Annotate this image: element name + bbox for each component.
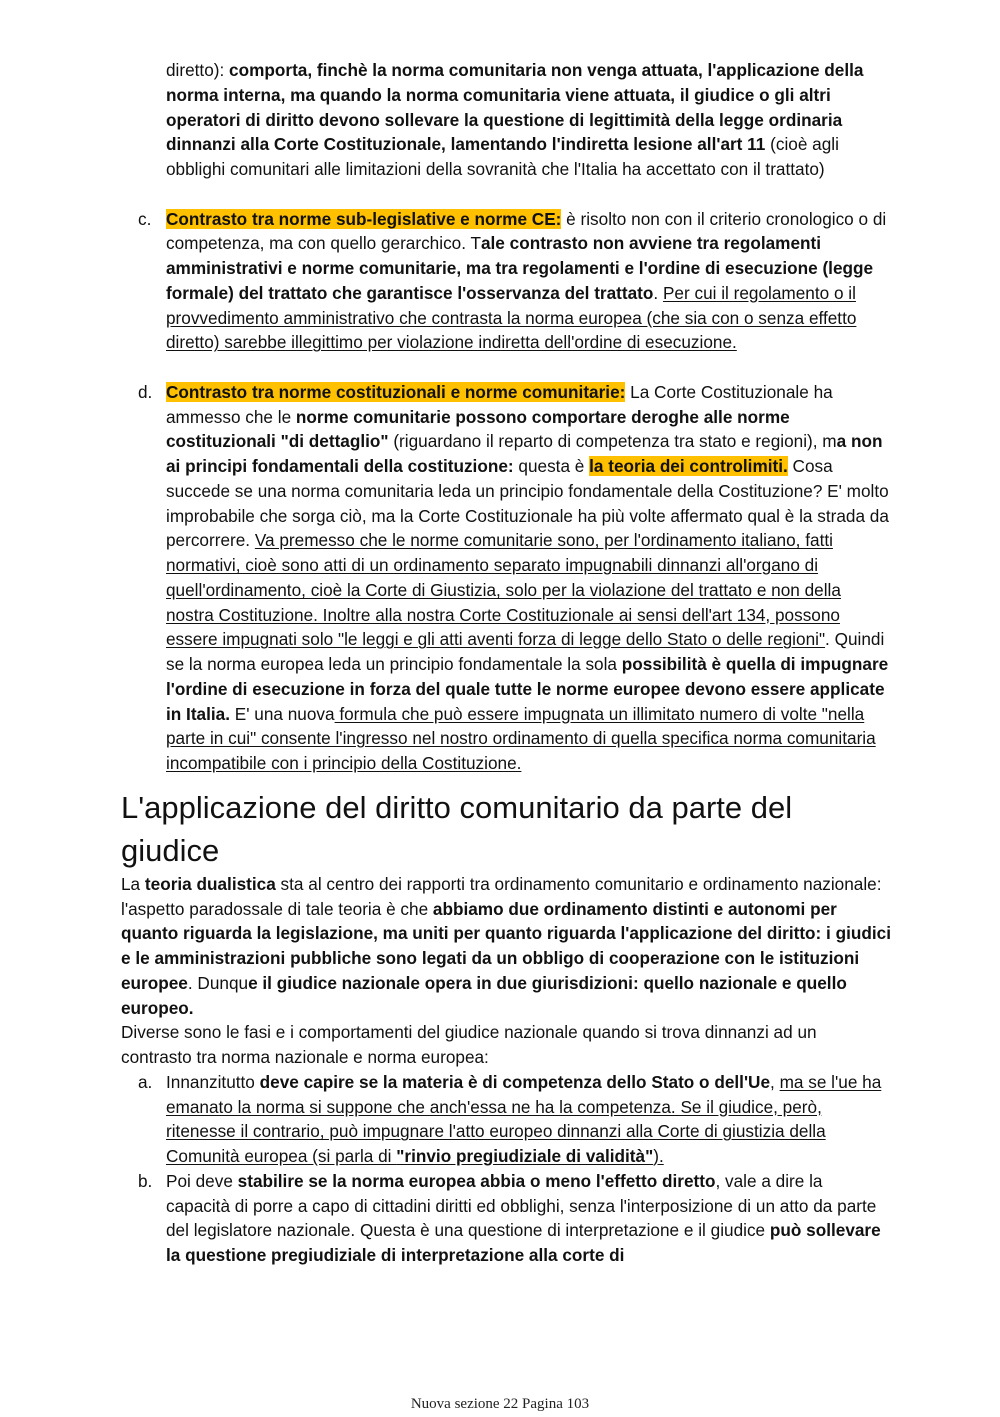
section-paragraph-2: Diverse sono le fasi e i comportamenti del giudice nazionale quando si trova dinnanzi ad un contrasto tra norma nazionale e norma europea: (121, 1022, 817, 1067)
list-item-b (138, 1169, 891, 1268)
continuation-paragraph (166, 58, 891, 182)
bold-run: comporta, finchè la norma comunitaria non venga attuata, l'applicazione della norma interna, ma quando la norma comunitaria viene attuata, il giudice o gli altri operatori di diritto devono sollevare la questione di legittimità della legge ordinaria dinnanzi alla Corte Costituzionale, lamentando l'indiretta lesione all'art 11 (166, 60, 864, 155)
bold-run: stabilire se la norma europea abbia o meno l'effetto diretto (237, 1170, 716, 1191)
bold-run: norme comunitarie possono comportare deroghe alle norme costituzionali "di dettaglio" (166, 406, 790, 452)
bold-run: teoria dualistica (144, 873, 276, 894)
text-run: (riguardano il reparto di competenza tra stato e regioni), m (388, 431, 837, 452)
underlined-run: ma se l'ue ha emanato la norma si suppone che anch'essa ne ha la competenza. Se il giudice, però, ritenesse il contrario, può impugnare l'atto europeo dinnanzi alla Corte di giustizia della Comunità europea (si parla di (166, 1071, 882, 1166)
text-run: La Corte Costituzionale ha ammesso che le (166, 381, 833, 427)
text-run: questa è (513, 456, 590, 476)
underlined-run: formula che può essere impugnata un illimitato numero di volte "nella parte in cui" consente l'ingresso nel nostro ordinamento di quella specifica norma comunitaria incompatibile con i principio della Costituzione. (166, 703, 876, 773)
text-run: La (121, 873, 145, 894)
spacer (121, 182, 891, 207)
list-item-a (138, 1070, 891, 1169)
bold-run: deve capire se la materia è di competenza dello Stato o dell'Ue (259, 1071, 771, 1092)
bold-run: ale contrasto non avviene tra regolamenti amministrativi e norme comunitarie, ma tra regolamenti e l'ordine di esecuzione (legge formale) del trattato che garantisce l'osservanza del trattato (166, 233, 874, 303)
text-run: E' una nuova (230, 703, 335, 724)
list-item-d (138, 380, 891, 776)
text-run: è risolto non con il criterio cronologico o di competenza, ma con quello gerarchico. T (166, 208, 887, 254)
text-run: Innanzitutto (166, 1071, 260, 1092)
underlined-bold-run: "rinvio pregiudiziale di validità" (396, 1146, 654, 1166)
text-run: diretto): (166, 60, 230, 80)
text-run: . Quindi se la norma europea leda un principio fondamentale la sola (166, 629, 885, 674)
list-marker: b. (138, 1170, 153, 1191)
list-marker: d. (138, 381, 153, 402)
bold-run: può sollevare la questione pregiudiziale di interpretazione alla corte di (166, 1220, 881, 1265)
page-footer: Nuova sezione 22 Pagina 103 (410, 1396, 590, 1412)
section-heading: L'applicazione del diritto comunitario da parte del giudice (121, 789, 793, 868)
bold-run: e il giudice nazionale opera in due giurisdizioni: quello nazionale e quello europeo. (121, 972, 847, 1018)
highlighted-term: la teoria dei controlimiti. (589, 456, 788, 476)
underlined-run: ). (653, 1146, 664, 1166)
page-content (121, 58, 891, 1268)
list-item-c (138, 207, 891, 356)
section-paragraph-1 (121, 872, 891, 1021)
underlined-run: Va premesso che le norme comunitarie sono, per l'ordinamento italiano, fatti normativi, cioè sono atti di un ordinamento separato impugnabili dinnanzi all'organo di quell'ordinamento, cioè la Corte di Giustizia, solo per la violazione del trattato e non della nostra Costituzione. Inoltre alla nostra Corte Costituzionale ai sensi dell'art 134, possono essere impugnati solo "le leggi e gli atti aventi forza di legge dello Stato o delle regioni" (166, 530, 841, 650)
bold-run: possibilità è quella di impugnare l'ordine di esecuzione in forza del quale tutte le norme europee devono essere applicate in Italia. (166, 654, 889, 724)
bold-run: abbiamo due ordinamento distinti e autonomi per quanto riguarda la legislazione, ma uniti per quanto riguarda l'applicazione del diritto: i giudici e le amministrazioni pubbliche sono legati da un obbligo di cooperazione con le istituzioni europee (121, 898, 891, 993)
text-run: sta al centro dei rapporti tra ordinamento comunitario e ordinamento nazionale: l'aspetto paradossale di tale teoria è che (121, 873, 882, 919)
text-run: , (770, 1071, 780, 1092)
text-run: Cosa succede se una norma comunitaria leda un principio fondamentale della Costituzione? E' molto improbabile che sorga ciò, ma la Corte Costituzionale ha più volte affermato qual è la strada da percorrere. (166, 456, 889, 551)
text-run: Poi deve (166, 1170, 238, 1191)
spacer (121, 355, 891, 380)
text-run: , vale a dire la capacità di porre a capo di cittadini diritti ed obblighi, senza l'interposizione di un atto da parte del legislatore nazionale. Questa è una questione di interpretazione e il giudice (166, 1170, 877, 1241)
text-run: . Dunqu (187, 972, 249, 993)
bold-run: a non ai principi fondamentali della costituzione: (166, 431, 883, 476)
text-run: . (653, 282, 663, 303)
list-marker: a. (138, 1071, 153, 1092)
highlighted-heading: Contrasto tra norme sub-legislative e norme CE: (166, 208, 562, 229)
highlighted-heading: Contrasto tra norme costituzionali e norme comunitarie: (166, 381, 626, 402)
underlined-run: Per cui il regolamento o il provvedimento amministrativo che contrasta la norma europea (che sia con o senza effetto diretto) sarebbe illegittimo per violazione indiretta dell'ordine di esecuzione. (166, 282, 857, 353)
list-marker: c. (138, 208, 152, 229)
text-run: (cioè agli obblighi comunitari alle limitazioni della sovranità che l'Italia ha accettato con il trattato) (166, 134, 839, 179)
